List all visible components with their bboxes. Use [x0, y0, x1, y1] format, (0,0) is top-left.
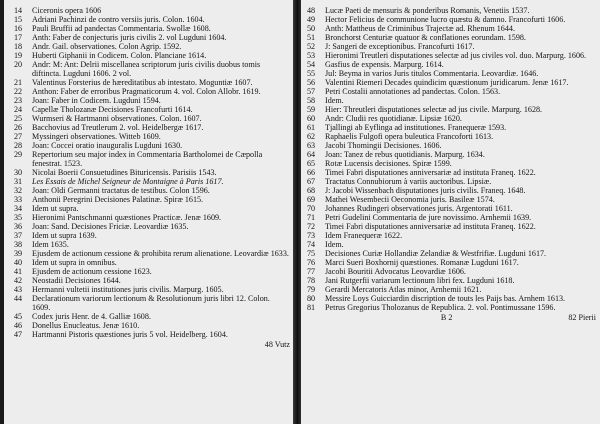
catalog-entry	[14, 60, 290, 78]
catalog-entry	[14, 177, 290, 186]
entry-number: 45	[14, 312, 23, 321]
catalog-entry	[14, 105, 290, 114]
entry-text: Idem ut supra 1639.	[32, 231, 97, 240]
left-entry-list	[14, 6, 290, 339]
catalog-entry	[307, 51, 596, 60]
entry-text: Joan: Sand. Decisiones Friciæ. Leovardiæ 1635.	[32, 222, 189, 231]
entry-number: 72	[307, 222, 316, 231]
entry-number: 58	[307, 96, 316, 105]
catalog-entry	[307, 177, 596, 186]
entry-number: 43	[14, 285, 23, 294]
entry-number: 69	[307, 195, 316, 204]
entry-text: Raphaelis Fulgofi opera buleutica Francoforti 1613.	[325, 132, 494, 141]
entry-text: Joan: Coccei oratio inauguralis Lugduni 1630.	[32, 141, 183, 150]
catalog-entry	[307, 195, 596, 204]
entry-text: Tractatus Connubiorum à variis auctoribus. Lipsiæ.	[325, 177, 492, 186]
entry-text: Gasfius de expensis. Marpurg. 1614.	[325, 60, 444, 69]
entry-text: Idem Franequeræ 1622.	[325, 231, 403, 240]
entry-number: 79	[307, 285, 316, 294]
entry-number: 75	[307, 249, 316, 258]
entry-text: Idem.	[325, 240, 344, 249]
entry-text: Mathei Wesembecii Oeconomia juris. Basileæ 1574.	[325, 195, 495, 204]
entry-number: 67	[307, 177, 316, 186]
entry-number: 28	[14, 141, 23, 150]
catalog-entry	[14, 123, 290, 132]
entry-number: 33	[14, 195, 23, 204]
entry-text: Hartmanni Pistoris quæstiones juris 5 vol. Heidelberg. 1604.	[32, 330, 228, 339]
catalog-entry	[14, 240, 290, 249]
catalog-entry	[307, 303, 596, 312]
entry-number: 73	[307, 231, 316, 240]
entry-number: 51	[307, 33, 316, 42]
entry-number: 66	[307, 168, 316, 177]
right-entry-list	[307, 6, 596, 312]
entry-text: Hermanni vultetii institutiones juris civilis. Marpurg. 1605.	[32, 285, 224, 294]
catalog-entry	[14, 132, 290, 141]
entry-text: Marci Sueri Boxhornij quæstiones. Romanæ Lugduni 1617.	[325, 258, 519, 267]
catalog-entry	[307, 114, 596, 123]
entry-text: Petrus Gregorius Tholozanus de Republica. 2. vol. Pontimussane 1596.	[325, 303, 556, 312]
entry-text: J: Jacobi Wissenbach disputationes juris civilis. Franeq. 1648.	[325, 186, 526, 195]
entry-text: Myssingeri observationes. Witteb 1609.	[32, 132, 161, 141]
catalog-entry	[307, 24, 596, 33]
entry-number: 39	[14, 249, 23, 258]
entry-number: 21	[14, 78, 23, 87]
entry-text: Tjallingi ab Eyflinga ad institutiones. Franequeræ 1593.	[325, 123, 507, 132]
entry-number: 25	[14, 114, 23, 123]
entry-number: 15	[14, 15, 23, 24]
entry-text: Petri Gudelini Commentaria de jure novissimo. Arnhemii 1639.	[325, 213, 532, 222]
right-footer	[307, 313, 596, 322]
entry-number: 81	[307, 303, 316, 312]
catalog-entry	[307, 168, 596, 177]
catalog-entry	[14, 42, 290, 51]
entry-text: Jul: Beyma in varios Juris titulos Commentaria. Leovardiæ. 1646.	[325, 69, 539, 78]
entry-text: Joan: Tanez de rebus quotidianis. Marpurg. 1634.	[325, 150, 485, 159]
entry-number: 54	[307, 60, 316, 69]
catalog-entry	[14, 150, 290, 168]
entry-text: Anthonii Peregrini Decisiones Palatinæ. Spiræ 1615.	[32, 195, 204, 204]
catalog-entry	[14, 15, 290, 24]
catalog-entry	[307, 240, 596, 249]
entry-text: Anth: Mattheus de Criminibus Trajectæ ad. Rhenum 1644.	[325, 24, 515, 33]
entry-text: Johannes Rudingeri observationes juris. Argentorati 1611.	[325, 204, 513, 213]
entry-text: Rotæ Lucensis decisiones. Spiræ 1599.	[325, 159, 452, 168]
entry-number: 53	[307, 51, 316, 60]
catalog-entry	[307, 87, 596, 96]
catalog-entry	[14, 195, 290, 204]
entry-number: 30	[14, 168, 23, 177]
catalog-entry	[307, 42, 596, 51]
entry-number: 29	[14, 150, 23, 159]
entry-number: 19	[14, 51, 23, 60]
catalog-entry	[307, 78, 596, 87]
entry-text: J: Sangeri de exceptionibus. Francofurti 1617.	[325, 42, 475, 51]
entry-text: Valentini Riemeri Decades quindicim quæstionum juridicarum. Jenæ 1617.	[325, 78, 569, 87]
entry-number: 41	[14, 267, 23, 276]
catalog-entry	[307, 33, 596, 42]
entry-number: 18	[14, 42, 23, 51]
catalog-entry	[307, 249, 596, 258]
catalog-entry	[307, 231, 596, 240]
catalog-entry	[14, 114, 290, 123]
catalog-entry	[14, 141, 290, 150]
catalog-entry	[307, 6, 596, 15]
catalog-entry	[14, 87, 290, 96]
entry-number: 40	[14, 258, 23, 267]
entry-text: Valentinus Forsterius de hæreditatibus ab intestato. Moguntiæ 1607.	[32, 78, 253, 87]
catalog-entry	[307, 69, 596, 78]
entry-number: 76	[307, 258, 316, 267]
entry-text: Decisiones Curiæ Hollandiæ Zelandiæ & Westfrifiæ. Lugduni 1617.	[325, 249, 547, 258]
entry-number: 63	[307, 141, 316, 150]
entry-text: Anthon: Faber de erroribus Pragmaticorum 4. vol. Colon Allobr. 1619.	[32, 87, 261, 96]
entry-text: Bronchorst Centuriæ quatuor & conflationes eorundam. 1598.	[325, 33, 526, 42]
entry-number: 80	[307, 294, 316, 303]
entry-text: Jani Rutgerfii variarum lectionum libri fex. Lugduni 1618.	[325, 276, 515, 285]
entry-text: Ciceronis opera 1606	[32, 6, 102, 15]
entry-text: Idem.	[325, 96, 344, 105]
catalog-entry	[307, 186, 596, 195]
entry-text: Hieronimi Treutleri disputationes selectæ ad jus civiles vol. duo. Marpurg. 1606.	[325, 51, 587, 60]
catalog-entry	[307, 141, 596, 150]
left-footer	[14, 340, 290, 349]
entry-text: Neostadii Decisiones 1644.	[32, 276, 121, 285]
entry-number: 61	[307, 123, 316, 132]
catalog-entry	[307, 285, 596, 294]
entry-number: 78	[307, 276, 316, 285]
entry-text: Ejusdem de actionum cessione 1623.	[32, 267, 152, 276]
entry-number: 59	[307, 105, 316, 114]
entry-text: Capellæ Tholozanæ Decisiones Francofurti 1614.	[32, 105, 193, 114]
entry-text: Ejusdem de actionum cessione & prohibita rerum alienatione. Leovardiæ 1633.	[32, 249, 289, 258]
entry-number: 70	[307, 204, 316, 213]
catalog-entry	[307, 132, 596, 141]
catalog-entry	[14, 186, 290, 195]
entry-text: Codex juris Henr. de 4. Galliæ 1608.	[32, 312, 151, 321]
catalog-entry	[307, 294, 596, 303]
entry-number: 60	[307, 114, 316, 123]
entry-number: 52	[307, 42, 316, 51]
entry-number: 35	[14, 213, 23, 222]
entry-text: Hieronimi Pantschmanni quæstiones Practicæ. Jenæ 1609.	[32, 213, 222, 222]
entry-text: Donellus Enucleatus. Jenæ 1610.	[32, 321, 140, 330]
entry-text: Bacchovius ad Treutlerum 2. vol. Heidelbergæ 1617.	[32, 123, 204, 132]
entry-text: Lucæ Paeti de mensuris & ponderibus Romanis, Venetiis 1537.	[325, 6, 530, 15]
catalog-entry	[14, 222, 290, 231]
entry-number: 44	[14, 294, 23, 303]
entry-text: Idem ut supra in omnibus.	[32, 258, 117, 267]
catalog-entry	[307, 222, 596, 231]
entry-number: 31	[14, 177, 23, 186]
entry-text: Joan: Faber in Codicem. Lugduni 1594.	[32, 96, 161, 105]
entry-text: Hier: Threutleri disputationes selectæ ad jus civile. Marpurg. 1628.	[325, 105, 543, 114]
catalog-entry	[14, 51, 290, 60]
entry-number: 68	[307, 186, 316, 195]
entry-number: 65	[307, 159, 316, 168]
catalog-entry	[14, 78, 290, 87]
entry-number: 47	[14, 330, 23, 339]
entry-text: Joan: Oldi Germanni tractatus de testibus. Colon 1596.	[32, 186, 210, 195]
entry-text: Idem 1635.	[32, 240, 69, 249]
catalog-entry	[14, 24, 290, 33]
entry-number: 56	[307, 78, 316, 87]
catalog-entry	[14, 294, 290, 312]
catalog-entry	[14, 6, 290, 15]
catalog-entry	[307, 150, 596, 159]
catalog-entry	[14, 312, 290, 321]
catalog-entry	[307, 96, 596, 105]
entry-text: Jacobi Thomingii Decisiones. 1606.	[325, 141, 442, 150]
entry-text: Hector Felicius de communione lucro quæstu & damno. Francofurti 1606.	[325, 15, 566, 24]
entry-number: 17	[14, 33, 23, 42]
entry-text: Timei Fabri disputationes anniversariæ ad instituta Franeq. 1622.	[325, 222, 536, 231]
left-page	[4, 0, 294, 424]
entry-text: Les Essais de Michel Seigneur de Montaigne à Paris 1617.	[32, 177, 224, 186]
entry-number: 24	[14, 105, 23, 114]
entry-text: Timei Fabri disputationes anniversariæ ad instituta Franeq. 1622.	[325, 168, 536, 177]
catalog-entry	[14, 276, 290, 285]
entry-text: Jacobi Bouritii Advocatus Leovardiæ 1606.	[325, 267, 466, 276]
entry-number: 55	[307, 69, 316, 78]
entry-text: Andr. Gail. observationes. Colon Agrip. 1592.	[32, 42, 182, 51]
entry-number: 32	[14, 186, 23, 195]
entry-number: 23	[14, 96, 23, 105]
catalog-entry	[307, 123, 596, 132]
catalog-entry	[14, 213, 290, 222]
entry-text: Nicolai Boerii Consuetudines Bituricensis. Parisiis 1543.	[32, 168, 217, 177]
entry-number: 38	[14, 240, 23, 249]
catalog-entry	[307, 258, 596, 267]
catalog-entry	[14, 33, 290, 42]
entry-text: Huberti Giphanii in Codicem. Colon. Planciane 1614.	[32, 51, 207, 60]
entry-text: Petri Costalii annotationes ad pandectas. Colon. 1563.	[325, 87, 501, 96]
catalog-entry	[14, 231, 290, 240]
catalog-entry	[14, 285, 290, 294]
entry-number: 42	[14, 276, 23, 285]
entry-text: Andr: M: Ant: Delrii miscellanea scriptorum juris civilis duobus tomis diftincta. Lugduni 1606. 2 vol.	[32, 60, 261, 78]
entry-number: 62	[307, 132, 316, 141]
right-page	[301, 0, 600, 424]
entry-text: Gerardi Mercatoris Atlas minor, Arnhemii 1621.	[325, 285, 482, 294]
entry-number: 16	[14, 24, 23, 33]
catalog-entry	[14, 321, 290, 330]
catalog-entry	[14, 249, 290, 258]
entry-number: 48	[307, 6, 316, 15]
catalog-entry	[14, 204, 290, 213]
catalog-entry	[307, 159, 596, 168]
catalog-entry	[307, 105, 596, 114]
entry-number: 22	[14, 87, 23, 96]
entry-number: 36	[14, 222, 23, 231]
signature-mark: B 2	[440, 313, 453, 322]
entry-number: 20	[14, 60, 23, 69]
catalog-entry	[14, 258, 290, 267]
entry-number: 46	[14, 321, 23, 330]
entry-text: Adriani Pachinzi de contro versiis juris. Colon. 1604.	[32, 15, 205, 24]
entry-number: 50	[307, 24, 316, 33]
entry-number: 26	[14, 123, 23, 132]
entry-text: Anth: Faber de conjecturis juris civilis 2. vol Lugduni 1604.	[32, 33, 227, 42]
entry-number: 64	[307, 150, 316, 159]
catalog-entry	[307, 276, 596, 285]
catalog-entry	[307, 267, 596, 276]
entry-number: 49	[307, 15, 316, 24]
entry-number: 14	[14, 6, 23, 15]
entry-text: Declarationum variorum lectionum & Resolutionum juris libri 12. Colon. 1609.	[32, 294, 270, 312]
catalog-entry	[307, 15, 596, 24]
entry-text: Repertorium seu major index in Commentaria Bartholomei de Cæpolla fenestrat. 1523.	[32, 150, 263, 168]
catalog-entry	[307, 204, 596, 213]
entry-text: Idem ut supra.	[32, 204, 79, 213]
entry-text: Messire Loys Guicciardin discription de touts les Paijs bas. Arnhem 1613.	[325, 294, 566, 303]
entry-number: 27	[14, 132, 23, 141]
entry-number: 71	[307, 213, 316, 222]
catalog-entry	[14, 267, 290, 276]
catalog-entry	[14, 168, 290, 177]
left-catchword: 48 Vutz	[264, 340, 290, 349]
entry-number: 34	[14, 204, 23, 213]
catalog-entry	[307, 60, 596, 69]
entry-text: Pauli Bruffii ad pandectas Commentaria. Swollæ 1608.	[32, 24, 211, 33]
catalog-entry	[307, 213, 596, 222]
entry-text: Wurmseri & Hartmanni observationes. Colon. 1607.	[32, 114, 202, 123]
entry-number: 37	[14, 231, 23, 240]
catalog-entry	[14, 330, 290, 339]
entry-number: 74	[307, 240, 316, 249]
right-catchword: 82 Pierii	[568, 313, 596, 322]
entry-number: 57	[307, 87, 316, 96]
entry-number: 77	[307, 267, 316, 276]
entry-text: Andr: Cludii res quotidianæ. Lipsiæ 1620.	[325, 114, 462, 123]
catalog-entry	[14, 96, 290, 105]
